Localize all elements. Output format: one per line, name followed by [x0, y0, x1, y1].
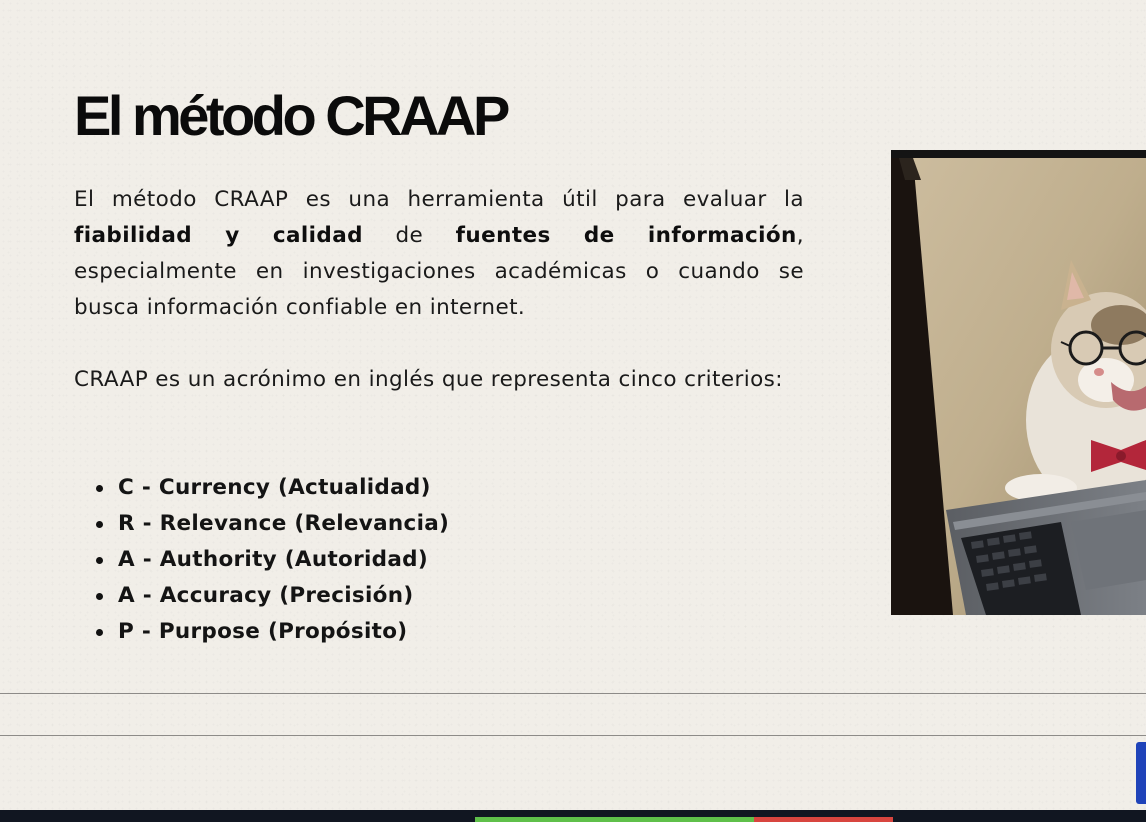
intro-text-1: El método CRAAP es una herramienta útil para evaluar la — [74, 187, 804, 212]
intro-text-3: , especialmente en investigaciones académicas o cuando se busca información confiable en internet. — [74, 223, 804, 320]
criteria-intro: CRAAP es un acrónimo en inglés que representa cinco criterios: — [74, 367, 783, 392]
criterion-currency: C - Currency (Actualidad) — [118, 470, 449, 506]
slide-title: El método CRAAP — [74, 84, 507, 147]
cat-laptop-photo — [891, 150, 1146, 615]
criterion-authority: A - Authority (Autoridad) — [118, 542, 449, 578]
edge-tab-blue[interactable] — [1136, 742, 1146, 804]
criterion-relevance: R - Relevance (Relevancia) — [118, 506, 449, 542]
cat-laptop-illustration — [891, 150, 1146, 615]
intro-bold-reliability: fiabilidad y calidad — [74, 223, 363, 248]
intro-text-2: de — [362, 223, 456, 248]
criterion-accuracy: A - Accuracy (Precisión) — [118, 578, 449, 614]
divider-line-top — [0, 693, 1146, 694]
criteria-list — [74, 470, 449, 650]
intro-paragraph — [74, 182, 804, 326]
criterion-purpose: P - Purpose (Propósito) — [118, 614, 449, 650]
divider-line-bottom — [0, 735, 1146, 736]
progress-segment-red — [754, 817, 893, 822]
intro-bold-sources: fuentes de información — [455, 223, 797, 248]
progress-segment-green — [475, 817, 754, 822]
